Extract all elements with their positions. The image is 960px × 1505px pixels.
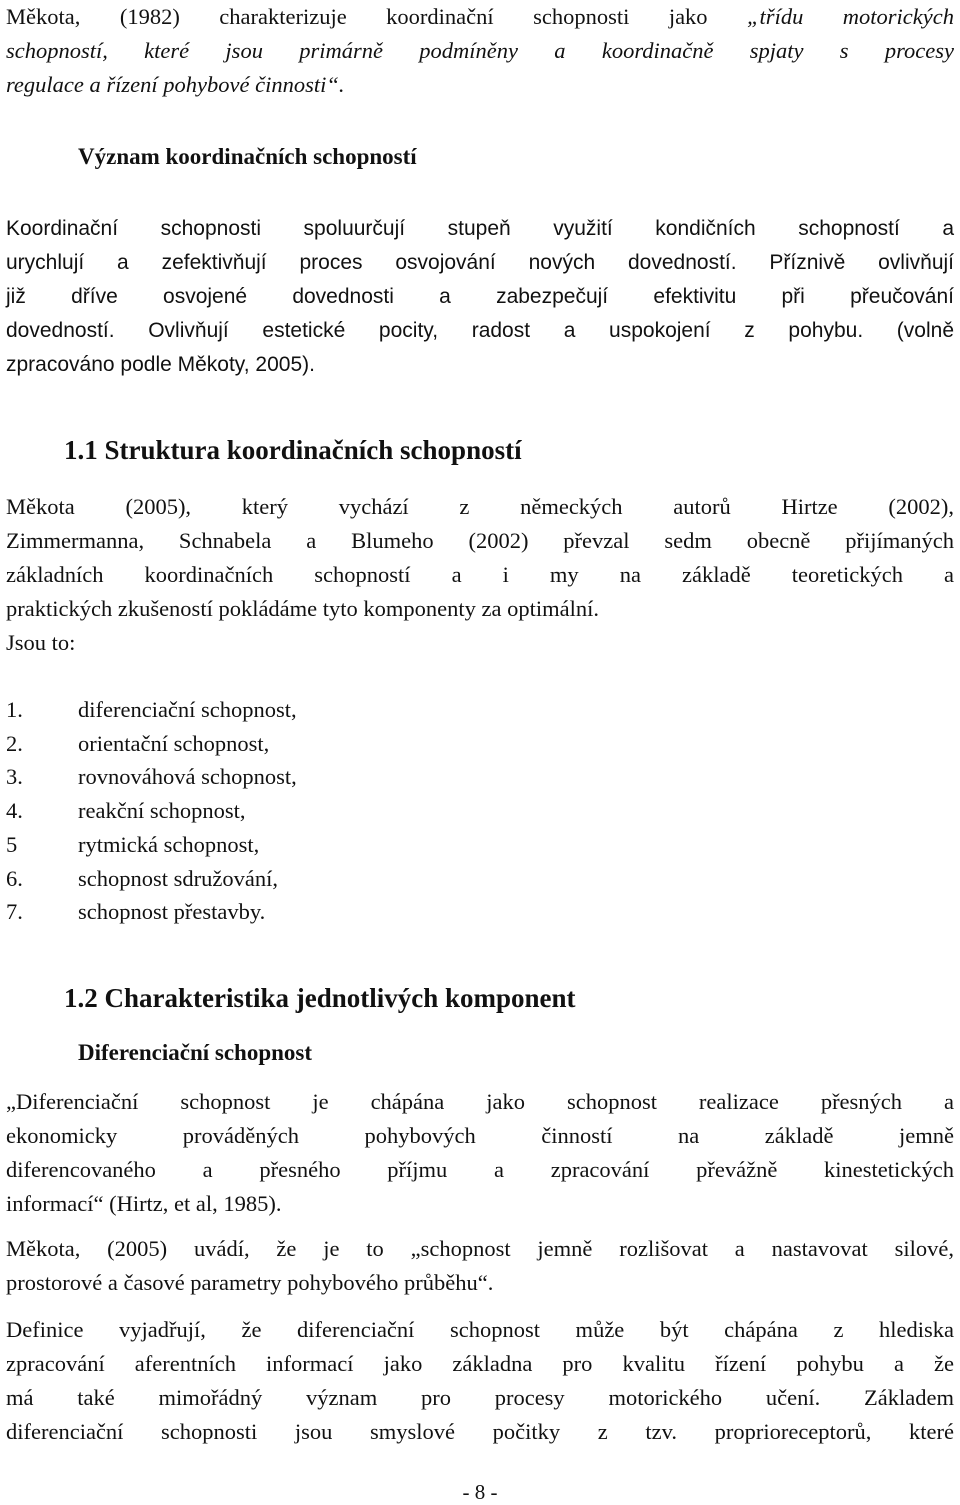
struktura-line: praktických zkušeností pokládáme tyto komponenty za optimální. xyxy=(6,596,599,621)
diferenciacni-paragraph-2 xyxy=(6,1232,954,1300)
section-heading-1-1: 1.1 Struktura koordinačních schopností xyxy=(64,435,522,465)
list-item: 5 rytmická schopnost, xyxy=(6,831,260,857)
vyznam-line: Koordinační schopnosti spoluurčují stupeň využití kondičních schopností a xyxy=(6,217,954,240)
struktura-line: základních koordinačních schopností a i my na základě teoretických a xyxy=(6,562,954,587)
diferenciacni-paragraph-3 xyxy=(6,1313,954,1449)
list-item: 2. orientační schopnost, xyxy=(6,730,270,756)
intro-paragraph xyxy=(6,0,954,102)
para3-line: má také mimořádný význam pro procesy motorického učení. Základem xyxy=(6,1385,954,1410)
struktura-line: Zimmermanna, Schnabela a Blumeho (2002) převzal sedm obecně přijímaných xyxy=(6,528,954,553)
list-item: 6. schopnost sdružování, xyxy=(6,865,278,891)
vyznam-line: zpracováno podle Měkoty, 2005). xyxy=(6,353,315,376)
section-heading-1-2: 1.2 Charakteristika jednotlivých komponent xyxy=(64,983,576,1013)
intro-line: regulace a řízení pohybové činnosti“. xyxy=(6,72,345,97)
coordination-abilities-list xyxy=(6,693,297,929)
subheading-diferenciacni: Diferenciační schopnost xyxy=(78,1040,313,1065)
intro-line: Měkota, (1982) charakterizuje koordinační schopnosti jako „třídu motorických xyxy=(6,4,954,29)
vyznam-line: dovedností. Ovlivňují estetické pocity, radost a uspokojení z pohybu. (volně xyxy=(6,319,954,342)
intro-quote-part: „třídu motorických xyxy=(747,4,954,29)
para2-line: Měkota, (2005) uvádí, že je to „schopnost jemně rozlišovat a nastavovat silové, xyxy=(6,1236,954,1261)
page-number: - 8 - xyxy=(462,1480,498,1504)
para2-line: prostorové a časové parametry pohybového průběhu“. xyxy=(6,1270,494,1295)
list-item: 3. rovnováhová schopnost, xyxy=(6,764,297,790)
para3-line: Definice vyjadřují, že diferenciační schopnost může být chápána z hlediska xyxy=(6,1317,954,1342)
para1-line: „Diferenciační schopnost je chápána jako schopnost realizace přesných a xyxy=(6,1089,954,1114)
list-item: 7. schopnost přestavby. xyxy=(6,899,266,925)
para3-line: diferenciační schopnosti jsou smyslové počitky z tzv. proprioreceptorů, které xyxy=(6,1419,954,1444)
vyznam-paragraph xyxy=(6,212,954,382)
struktura-paragraph xyxy=(6,490,954,660)
vyznam-line: již dříve osvojené dovednosti a zabezpečují efektivitu při přeučování xyxy=(6,285,954,308)
para3-line: zpracování aferentních informací jako základna pro kvalitu řízení pohybu a že xyxy=(6,1351,954,1376)
diferenciacni-paragraph-1 xyxy=(6,1085,954,1221)
intro-line: schopností, které jsou primárně podmíněny a koordinačně spjaty s procesy xyxy=(6,38,954,63)
list-item: 4. reakční schopnost, xyxy=(6,798,246,824)
struktura-line: Jsou to: xyxy=(6,630,76,655)
para1-line: diferencovaného a přesného příjmu a zpracování převážně kinestetických xyxy=(6,1157,954,1182)
section-heading-vyznam: Význam koordinačních schopností xyxy=(78,144,417,169)
struktura-line: Měkota (2005), který vychází z německých autorů Hirtze (2002), xyxy=(6,494,954,519)
vyznam-line: urychlují a zefektivňují proces osvojování nových dovedností. Příznivě ovlivňují xyxy=(6,251,954,274)
para1-line: informací“ (Hirtz, et al, 1985). xyxy=(6,1191,282,1216)
list-item: 1. diferenciační schopnost, xyxy=(6,697,297,722)
para1-line: ekonomicky prováděných pohybových činností na základě jemně xyxy=(6,1123,954,1148)
